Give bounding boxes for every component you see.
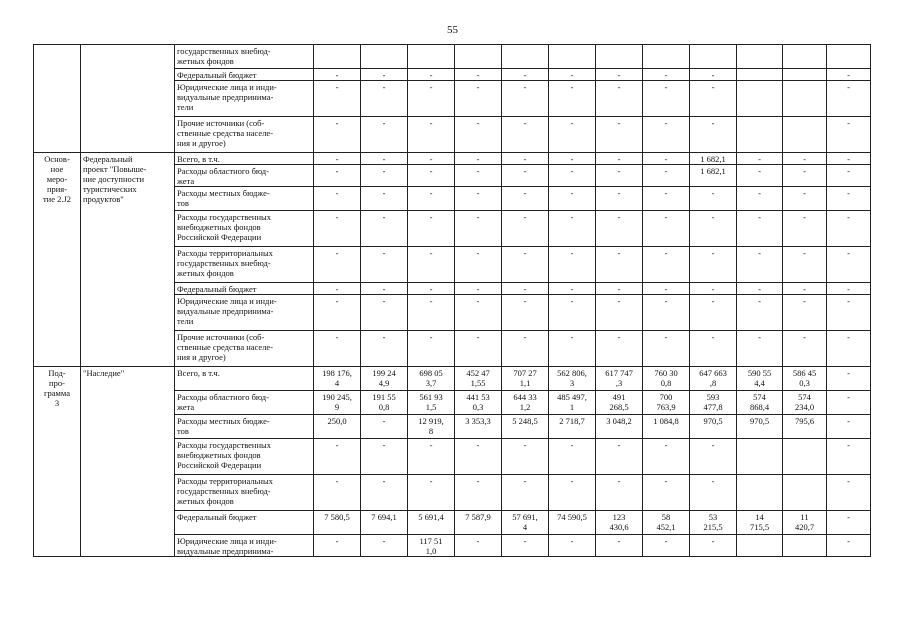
value-cell	[455, 45, 502, 69]
value-cell: -	[783, 295, 827, 331]
value-cell: 795,6	[783, 415, 827, 439]
value-cell: -	[827, 439, 871, 475]
value-cell: -	[549, 247, 596, 283]
value-cell: -	[596, 117, 643, 153]
value-cell: -	[361, 535, 408, 557]
value-cell: -	[502, 247, 549, 283]
value-cell: -	[596, 187, 643, 211]
value-cell: -	[690, 475, 737, 511]
value-cell: -	[737, 247, 783, 283]
value-cell: 586 45 0,3	[783, 367, 827, 391]
value-cell: -	[502, 153, 549, 165]
value-cell: -	[827, 511, 871, 535]
value-cell: -	[596, 295, 643, 331]
value-cell	[596, 45, 643, 69]
value-cell: -	[455, 165, 502, 187]
value-cell	[783, 117, 827, 153]
funding-source-cell: Расходы областного бюд- жета	[175, 391, 314, 415]
funding-source-cell: Расходы государственных внебюджетных фондов Российской Федерации	[175, 439, 314, 475]
value-cell: 1 682,1	[690, 153, 737, 165]
value-cell: 707 27 1,1	[502, 367, 549, 391]
value-cell	[783, 535, 827, 557]
value-cell: -	[690, 187, 737, 211]
value-cell: -	[455, 117, 502, 153]
value-cell: 7 580,5	[314, 511, 361, 535]
value-cell: 700 763,9	[643, 391, 690, 415]
value-cell: -	[549, 283, 596, 295]
value-cell: -	[455, 295, 502, 331]
value-cell: -	[408, 295, 455, 331]
value-cell: -	[827, 331, 871, 367]
value-cell: -	[549, 69, 596, 81]
value-cell: -	[314, 211, 361, 247]
value-cell: -	[408, 187, 455, 211]
value-cell: -	[502, 187, 549, 211]
value-cell: -	[643, 247, 690, 283]
value-cell: -	[690, 283, 737, 295]
value-cell: -	[361, 187, 408, 211]
value-cell: -	[690, 295, 737, 331]
value-cell: -	[361, 439, 408, 475]
value-cell: -	[549, 81, 596, 117]
value-cell: -	[314, 69, 361, 81]
value-cell: 760 30 0,8	[643, 367, 690, 391]
value-cell: -	[502, 535, 549, 557]
value-cell: -	[455, 247, 502, 283]
value-cell: -	[549, 117, 596, 153]
value-cell: -	[596, 439, 643, 475]
value-cell: 561 93 1,5	[408, 391, 455, 415]
value-cell: 647 663 ,8	[690, 367, 737, 391]
value-cell: -	[361, 247, 408, 283]
value-cell: -	[596, 475, 643, 511]
value-cell: -	[314, 81, 361, 117]
value-cell: -	[827, 247, 871, 283]
value-cell: -	[827, 415, 871, 439]
funding-table	[33, 44, 871, 557]
value-cell	[737, 439, 783, 475]
value-cell: -	[361, 165, 408, 187]
table-row	[34, 153, 871, 165]
value-cell: -	[737, 165, 783, 187]
value-cell: -	[643, 295, 690, 331]
value-cell: -	[455, 475, 502, 511]
value-cell: 1 084,8	[643, 415, 690, 439]
value-cell: -	[408, 283, 455, 295]
funding-source-cell: Расходы местных бюдже- тов	[175, 415, 314, 439]
value-cell: -	[827, 165, 871, 187]
value-cell	[783, 45, 827, 69]
value-cell: -	[596, 247, 643, 283]
value-cell	[783, 475, 827, 511]
funding-source-cell: Федеральный бюджет	[175, 511, 314, 535]
value-cell: -	[455, 81, 502, 117]
value-cell: -	[361, 295, 408, 331]
program-code-cell: Основ- ное меро- прия- тие 2.J2	[34, 153, 81, 367]
value-cell: -	[314, 439, 361, 475]
program-code-cell: Под- про- грамма 3	[34, 367, 81, 557]
value-cell: -	[643, 165, 690, 187]
value-cell: 198 176, 4	[314, 367, 361, 391]
value-cell: -	[361, 117, 408, 153]
value-cell: -	[596, 165, 643, 187]
funding-source-cell: Расходы территориальных государственных внебюд- жетных фондов	[175, 475, 314, 511]
value-cell	[737, 69, 783, 81]
value-cell: -	[643, 153, 690, 165]
value-cell: 250,0	[314, 415, 361, 439]
value-cell: 491 268,5	[596, 391, 643, 415]
value-cell: 574 868,4	[737, 391, 783, 415]
value-cell: -	[314, 535, 361, 557]
value-cell: -	[643, 331, 690, 367]
value-cell: 1 682,1	[690, 165, 737, 187]
value-cell: -	[690, 117, 737, 153]
value-cell: -	[549, 475, 596, 511]
value-cell: -	[502, 165, 549, 187]
value-cell: -	[314, 117, 361, 153]
value-cell: 57 691, 4	[502, 511, 549, 535]
value-cell: 485 497, 1	[549, 391, 596, 415]
value-cell: 3 048,2	[596, 415, 643, 439]
value-cell: -	[502, 295, 549, 331]
value-cell: -	[690, 247, 737, 283]
value-cell: -	[783, 331, 827, 367]
value-cell: 74 590,5	[549, 511, 596, 535]
value-cell: -	[455, 439, 502, 475]
value-cell: -	[549, 187, 596, 211]
value-cell: 2 718,7	[549, 415, 596, 439]
value-cell: -	[361, 211, 408, 247]
value-cell: -	[314, 153, 361, 165]
value-cell: -	[643, 117, 690, 153]
value-cell	[314, 45, 361, 69]
funding-source-cell: Прочие источники (соб- ственные средства населе- ния и другое)	[175, 331, 314, 367]
value-cell: -	[408, 117, 455, 153]
value-cell: 617 747 ,3	[596, 367, 643, 391]
value-cell: 12 919, 8	[408, 415, 455, 439]
value-cell: -	[643, 81, 690, 117]
value-cell	[737, 475, 783, 511]
value-cell: -	[596, 211, 643, 247]
value-cell: -	[827, 69, 871, 81]
value-cell: -	[737, 187, 783, 211]
value-cell: 53 215,5	[690, 511, 737, 535]
value-cell: -	[361, 283, 408, 295]
value-cell: -	[783, 247, 827, 283]
value-cell: -	[549, 535, 596, 557]
value-cell: -	[690, 211, 737, 247]
funding-source-cell: Федеральный бюджет	[175, 69, 314, 81]
value-cell: -	[549, 439, 596, 475]
program-name-cell: "Наследие"	[81, 367, 175, 557]
value-cell: 11 420,7	[783, 511, 827, 535]
value-cell: -	[455, 187, 502, 211]
value-cell: -	[502, 283, 549, 295]
table-row	[34, 45, 871, 69]
value-cell: 441 53 0,3	[455, 391, 502, 415]
value-cell: -	[314, 331, 361, 367]
value-cell: -	[408, 475, 455, 511]
value-cell: -	[549, 165, 596, 187]
value-cell: -	[408, 81, 455, 117]
value-cell	[783, 439, 827, 475]
value-cell: -	[502, 81, 549, 117]
value-cell: -	[643, 439, 690, 475]
value-cell: -	[408, 211, 455, 247]
funding-source-cell: Юридические лица и инди- видуальные предпринима- тели	[175, 295, 314, 331]
value-cell: -	[827, 283, 871, 295]
page-number: 55	[447, 24, 458, 36]
value-cell: -	[783, 153, 827, 165]
value-cell: 7 587,9	[455, 511, 502, 535]
value-cell: -	[643, 69, 690, 81]
value-cell: -	[827, 187, 871, 211]
table-row	[34, 367, 871, 391]
value-cell: -	[361, 69, 408, 81]
value-cell: -	[502, 439, 549, 475]
value-cell: -	[408, 331, 455, 367]
value-cell: 7 694,1	[361, 511, 408, 535]
value-cell: 644 33 1,2	[502, 391, 549, 415]
value-cell: 590 55 4,4	[737, 367, 783, 391]
value-cell: -	[643, 535, 690, 557]
value-cell: -	[455, 153, 502, 165]
value-cell: 117 51 1,0	[408, 535, 455, 557]
value-cell: -	[549, 295, 596, 331]
funding-source-cell: Расходы территориальных государственных внебюд- жетных фондов	[175, 247, 314, 283]
value-cell: 5 691,4	[408, 511, 455, 535]
value-cell: -	[455, 69, 502, 81]
value-cell: 190 245, 9	[314, 391, 361, 415]
funding-source-cell: Расходы областного бюд- жета	[175, 165, 314, 187]
value-cell: -	[827, 295, 871, 331]
value-cell: 191 55 0,8	[361, 391, 408, 415]
value-cell: -	[502, 117, 549, 153]
funding-source-cell: Федеральный бюджет	[175, 283, 314, 295]
value-cell: -	[827, 153, 871, 165]
value-cell: -	[596, 535, 643, 557]
value-cell: -	[549, 211, 596, 247]
value-cell: -	[827, 211, 871, 247]
value-cell: -	[737, 331, 783, 367]
value-cell: -	[502, 69, 549, 81]
value-cell: -	[783, 165, 827, 187]
value-cell: -	[455, 283, 502, 295]
funding-source-cell: Прочие источники (соб- ственные средства населе- ния и другое)	[175, 117, 314, 153]
value-cell: -	[596, 283, 643, 295]
program-name-cell	[81, 45, 175, 153]
value-cell	[690, 45, 737, 69]
value-cell: 199 24 4,9	[361, 367, 408, 391]
value-cell: -	[690, 331, 737, 367]
value-cell: -	[502, 331, 549, 367]
value-cell: -	[455, 211, 502, 247]
value-cell: -	[502, 211, 549, 247]
value-cell: -	[737, 153, 783, 165]
value-cell	[361, 45, 408, 69]
value-cell: -	[361, 415, 408, 439]
value-cell: -	[314, 295, 361, 331]
value-cell: -	[643, 187, 690, 211]
value-cell: -	[827, 117, 871, 153]
value-cell	[643, 45, 690, 69]
value-cell: -	[737, 283, 783, 295]
value-cell: -	[408, 165, 455, 187]
value-cell	[737, 81, 783, 117]
value-cell: -	[690, 439, 737, 475]
value-cell: -	[314, 187, 361, 211]
value-cell: -	[643, 283, 690, 295]
value-cell: 562 806, 3	[549, 367, 596, 391]
value-cell: -	[314, 165, 361, 187]
value-cell: -	[783, 187, 827, 211]
funding-source-cell: государственных внебюд- жетных фондов	[175, 45, 314, 69]
funding-source-cell: Расходы государственных внебюджетных фондов Российской Федерации	[175, 211, 314, 247]
value-cell: -	[737, 211, 783, 247]
value-cell: 58 452,1	[643, 511, 690, 535]
value-cell: 5 248,5	[502, 415, 549, 439]
value-cell: -	[643, 211, 690, 247]
value-cell: 698 05 3,7	[408, 367, 455, 391]
value-cell	[737, 535, 783, 557]
value-cell: -	[314, 283, 361, 295]
value-cell: -	[408, 247, 455, 283]
value-cell: -	[408, 69, 455, 81]
value-cell: -	[827, 475, 871, 511]
value-cell: 14 715,5	[737, 511, 783, 535]
value-cell	[783, 69, 827, 81]
value-cell: -	[596, 331, 643, 367]
value-cell: -	[361, 331, 408, 367]
value-cell: -	[783, 283, 827, 295]
value-cell: -	[314, 247, 361, 283]
value-cell: -	[827, 535, 871, 557]
value-cell: -	[690, 81, 737, 117]
value-cell: -	[455, 535, 502, 557]
value-cell: 970,5	[737, 415, 783, 439]
funding-source-cell: Расходы местных бюдже- тов	[175, 187, 314, 211]
value-cell	[737, 45, 783, 69]
value-cell	[549, 45, 596, 69]
value-cell: -	[827, 81, 871, 117]
value-cell	[408, 45, 455, 69]
value-cell: -	[549, 153, 596, 165]
value-cell: 452 47 1,55	[455, 367, 502, 391]
funding-source-cell: Всего, в т.ч.	[175, 153, 314, 165]
value-cell: 123 430,6	[596, 511, 643, 535]
value-cell: -	[361, 153, 408, 165]
value-cell: 593 477,8	[690, 391, 737, 415]
value-cell: -	[690, 69, 737, 81]
program-code-cell	[34, 45, 81, 153]
value-cell: -	[596, 153, 643, 165]
value-cell: -	[783, 211, 827, 247]
value-cell: -	[737, 295, 783, 331]
value-cell: -	[455, 331, 502, 367]
value-cell: -	[502, 475, 549, 511]
program-name-cell: Федеральный проект "Повыше- ние доступности туристических продуктов"	[81, 153, 175, 367]
value-cell: -	[361, 475, 408, 511]
value-cell: 574 234,0	[783, 391, 827, 415]
value-cell	[737, 117, 783, 153]
funding-source-cell: Юридические лица и инди- видуальные предпринима- тели	[175, 81, 314, 117]
value-cell	[783, 81, 827, 117]
value-cell: -	[827, 367, 871, 391]
value-cell: -	[643, 475, 690, 511]
value-cell: 970,5	[690, 415, 737, 439]
value-cell: -	[408, 153, 455, 165]
value-cell	[502, 45, 549, 69]
value-cell	[827, 45, 871, 69]
value-cell: -	[596, 81, 643, 117]
value-cell: -	[361, 81, 408, 117]
funding-source-cell: Юридические лица и инди- видуальные предпринима-	[175, 535, 314, 557]
value-cell: -	[549, 331, 596, 367]
value-cell: -	[596, 69, 643, 81]
value-cell: -	[408, 439, 455, 475]
value-cell: -	[690, 535, 737, 557]
value-cell: -	[314, 475, 361, 511]
funding-source-cell: Всего, в т.ч.	[175, 367, 314, 391]
value-cell: -	[827, 391, 871, 415]
value-cell: 3 353,3	[455, 415, 502, 439]
